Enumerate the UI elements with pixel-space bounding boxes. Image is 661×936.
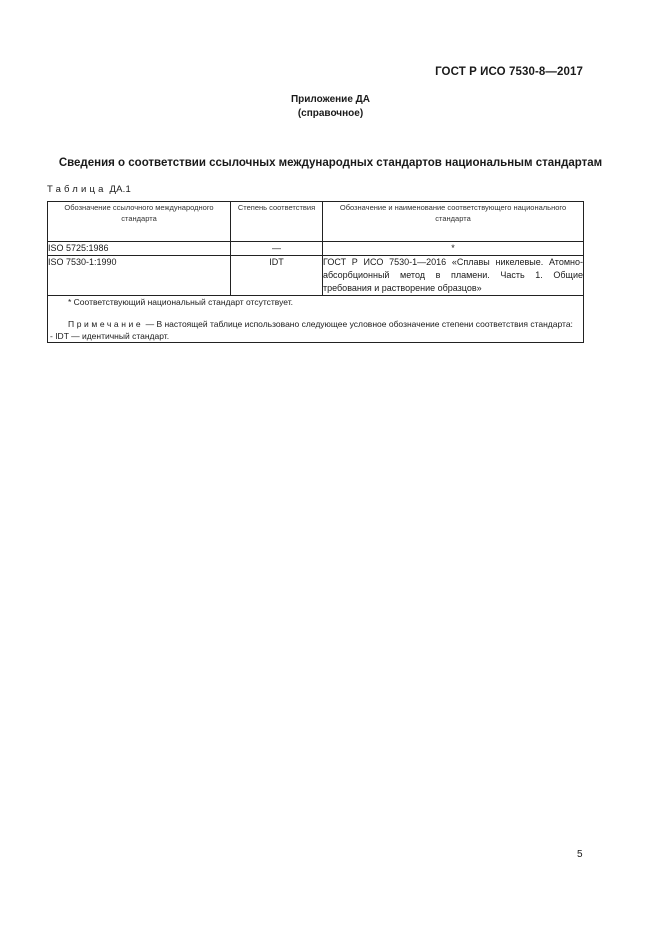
table-note — [48, 318, 583, 330]
annex-title: Приложение ДА — [290, 94, 371, 105]
column-header-degree: Степень соответствия — [231, 202, 323, 242]
table-label-prefix: Таблица — [47, 184, 107, 195]
note-label: Примечание — [68, 319, 144, 329]
column-header-reference: Обозначение ссылочного международного стандарта — [48, 202, 231, 242]
page-number: 5 — [577, 849, 583, 860]
cell-degree: IDT — [231, 256, 323, 296]
cell-reference: ISO 5725:1986 — [48, 242, 231, 256]
cell-national: * — [323, 242, 584, 256]
table-header-row — [48, 202, 584, 242]
table-notes-row — [48, 296, 584, 343]
cell-degree: — — [231, 242, 323, 256]
cell-reference: ISO 7530-1:1990 — [48, 256, 231, 296]
table-footnote: * Соответствующий национальный стандарт отсутствует. — [68, 297, 294, 307]
annex-heading — [0, 93, 661, 121]
table-notes — [48, 296, 584, 343]
note-text: — В настоящей таблице использовано следующее условное обозначение степени соответствия стандарта: — [145, 319, 573, 329]
column-header-national: Обозначение и наименование соответствующего национального стандарта — [323, 202, 584, 242]
note-item: - IDT — идентичный стандарт. — [50, 331, 170, 341]
table-row — [48, 256, 584, 296]
table-row — [48, 242, 584, 256]
document-code: ГОСТ Р ИСО 7530-8—2017 — [435, 66, 583, 78]
annex-subtitle: (справочное) — [297, 108, 364, 119]
cell-national: ГОСТ Р ИСО 7530-1—2016 «Сплавы никелевые. Атомно-абсорбционный метод в пламени. Часть 1. Общие требования и растворение образцов» — [323, 256, 584, 296]
table-label-number: ДА.1 — [109, 184, 131, 195]
correspondence-table — [47, 201, 584, 343]
section-heading: Сведения о соответствии ссылочных международных стандартов национальным стандартам — [58, 157, 603, 169]
table-label — [47, 184, 131, 195]
